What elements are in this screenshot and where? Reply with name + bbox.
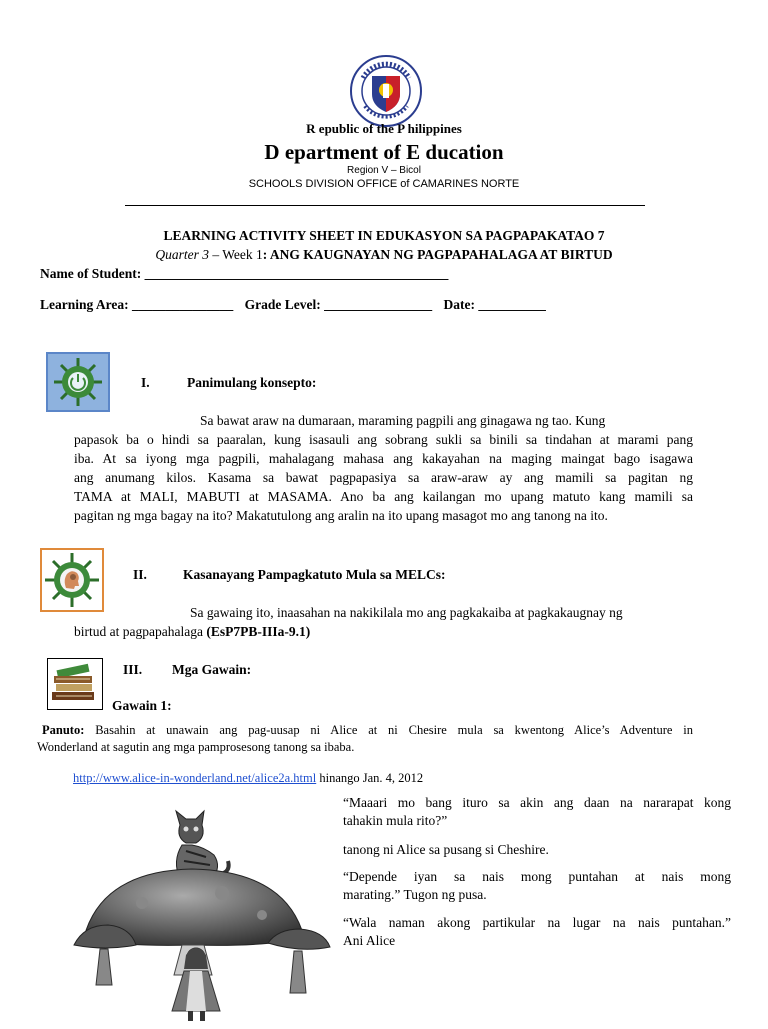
sheet-title: LEARNING ACTIVITY SHEET IN EDUKASYON SA PAGPAPAKATAO 7 xyxy=(163,228,605,243)
name-field[interactable] xyxy=(40,266,448,282)
section1-number: I. xyxy=(141,375,150,390)
panuto-line-1 xyxy=(42,723,693,738)
section1-line-5: TAMA at MALI, MABUTI at MASAMA. Ano ba ang kailangan mo upang matuto kang mamili sa xyxy=(74,489,693,504)
quarter-label: Quarter 3 xyxy=(155,247,210,262)
section3-heading: Mga Gawain: xyxy=(172,662,252,677)
cat-answer-line-2: marating.” Tugon ng pusa. xyxy=(343,887,487,902)
name-label: Name of Student: xyxy=(40,266,142,281)
section2-line-2 xyxy=(74,624,310,640)
section1-line-2: papasok ba o hindi sa paaralan, kung isasauli ang sobrang sukli sa binili sa tindahan at marami pang xyxy=(74,432,693,447)
source-date: hinango Jan. 4, 2012 xyxy=(316,771,424,785)
competency-code: (EsP7PB-IIIa-9.1) xyxy=(206,624,311,639)
header-divider xyxy=(125,205,645,206)
section2-number: II. xyxy=(133,567,147,582)
source-line xyxy=(73,771,423,786)
department-title: D epartment of E ducation xyxy=(264,140,504,164)
source-link[interactable]: http://www.alice-in-wonderland.net/alice2a.html xyxy=(73,771,317,785)
republic-label: R epublic of the P hilippines xyxy=(306,121,462,136)
panuto-text: Basahin at unawain ang pag-uusap ni Alice at ni Chesire mula sa kwentong Alice’s Adventure in xyxy=(84,723,693,737)
alice-reply-line-1: “Wala naman akong partikular na lugar na nais puntahan.” xyxy=(343,915,731,930)
section3-number: III. xyxy=(123,662,143,677)
date-label: Date: xyxy=(443,297,475,312)
section1-line-4: ang anumang kilos. Kasama sa bawat pagpapasiya sa araw-araw ay ang mamili sa pagitan ng xyxy=(74,470,693,485)
grade-level-label: Grade Level: xyxy=(244,297,321,312)
section2-line-2-text: birtud at pagpapahalaga xyxy=(74,624,207,639)
alice-question-line-2: tahakin mula rito?” xyxy=(343,813,448,828)
section2-line-1: Sa gawaing ito, inaasahan na nakikilala mo ang pagkakaiba at pagkakaugnay ng xyxy=(190,605,623,620)
panuto-line-2: Wonderland at sagutin ang mga pamprosesong tanong sa ibaba. xyxy=(37,740,355,754)
division-label: SCHOOLS DIVISION OFFICE of CAMARINES NORTE xyxy=(248,178,520,190)
alice-cheshire-illustration xyxy=(72,805,342,1024)
date-blank[interactable]: __________ xyxy=(478,297,546,312)
section1-line-6: pagitan ng mga bagay na ito? Makatutulong ang aralin na ito upang masagot mo ang tanong na ito. xyxy=(74,508,608,523)
learning-area-blank[interactable]: _______________ xyxy=(132,297,234,312)
section1-line-1: Sa bawat araw na dumaraan, maraming pagpili ang ginagawa ng tao. Kung xyxy=(200,413,606,428)
cat-answer-line-1: “Depende iyan sa nais mong puntahan at nais mong xyxy=(343,869,731,884)
info-fields-row xyxy=(40,297,546,313)
power-virus-icon xyxy=(46,352,110,412)
alice-reply-line-2: Ani Alice xyxy=(343,933,396,948)
panuto-label: Panuto: xyxy=(42,723,85,737)
section1-line-3: iba. At sa iyong mga pagpili, mahalagang mahasa ang kakayahan na maging maingat bago isagawa xyxy=(74,451,693,466)
brain-virus-icon xyxy=(40,548,104,612)
grade-level-blank[interactable]: ________________ xyxy=(324,297,433,312)
section2-heading: Kasanayang Pampagkatuto Mula sa MELCs: xyxy=(183,567,446,582)
sheet-subtitle xyxy=(0,247,768,263)
deped-seal xyxy=(349,54,423,128)
name-blank[interactable]: _____________________________________________ xyxy=(144,266,449,281)
cheshire-cat-figure xyxy=(176,811,229,879)
topic-label: : ANG KAUGNAYAN NG PAGPAPAHALAGA AT BIRTUD xyxy=(262,247,613,262)
alice-question-line-1: “Maaari mo bang ituro sa akin ang daan na nararapat kong xyxy=(343,795,731,810)
books-icon xyxy=(47,658,103,710)
learning-area-label: Learning Area: xyxy=(40,297,129,312)
section1-heading: Panimulang konsepto: xyxy=(187,375,317,390)
week-label: – Week 1 xyxy=(209,247,263,262)
gawain-label: Gawain 1: xyxy=(112,698,172,713)
alice-question-tag: tanong ni Alice sa pusang si Cheshire. xyxy=(343,842,549,857)
region-label: Region V – Bicol xyxy=(347,165,421,176)
